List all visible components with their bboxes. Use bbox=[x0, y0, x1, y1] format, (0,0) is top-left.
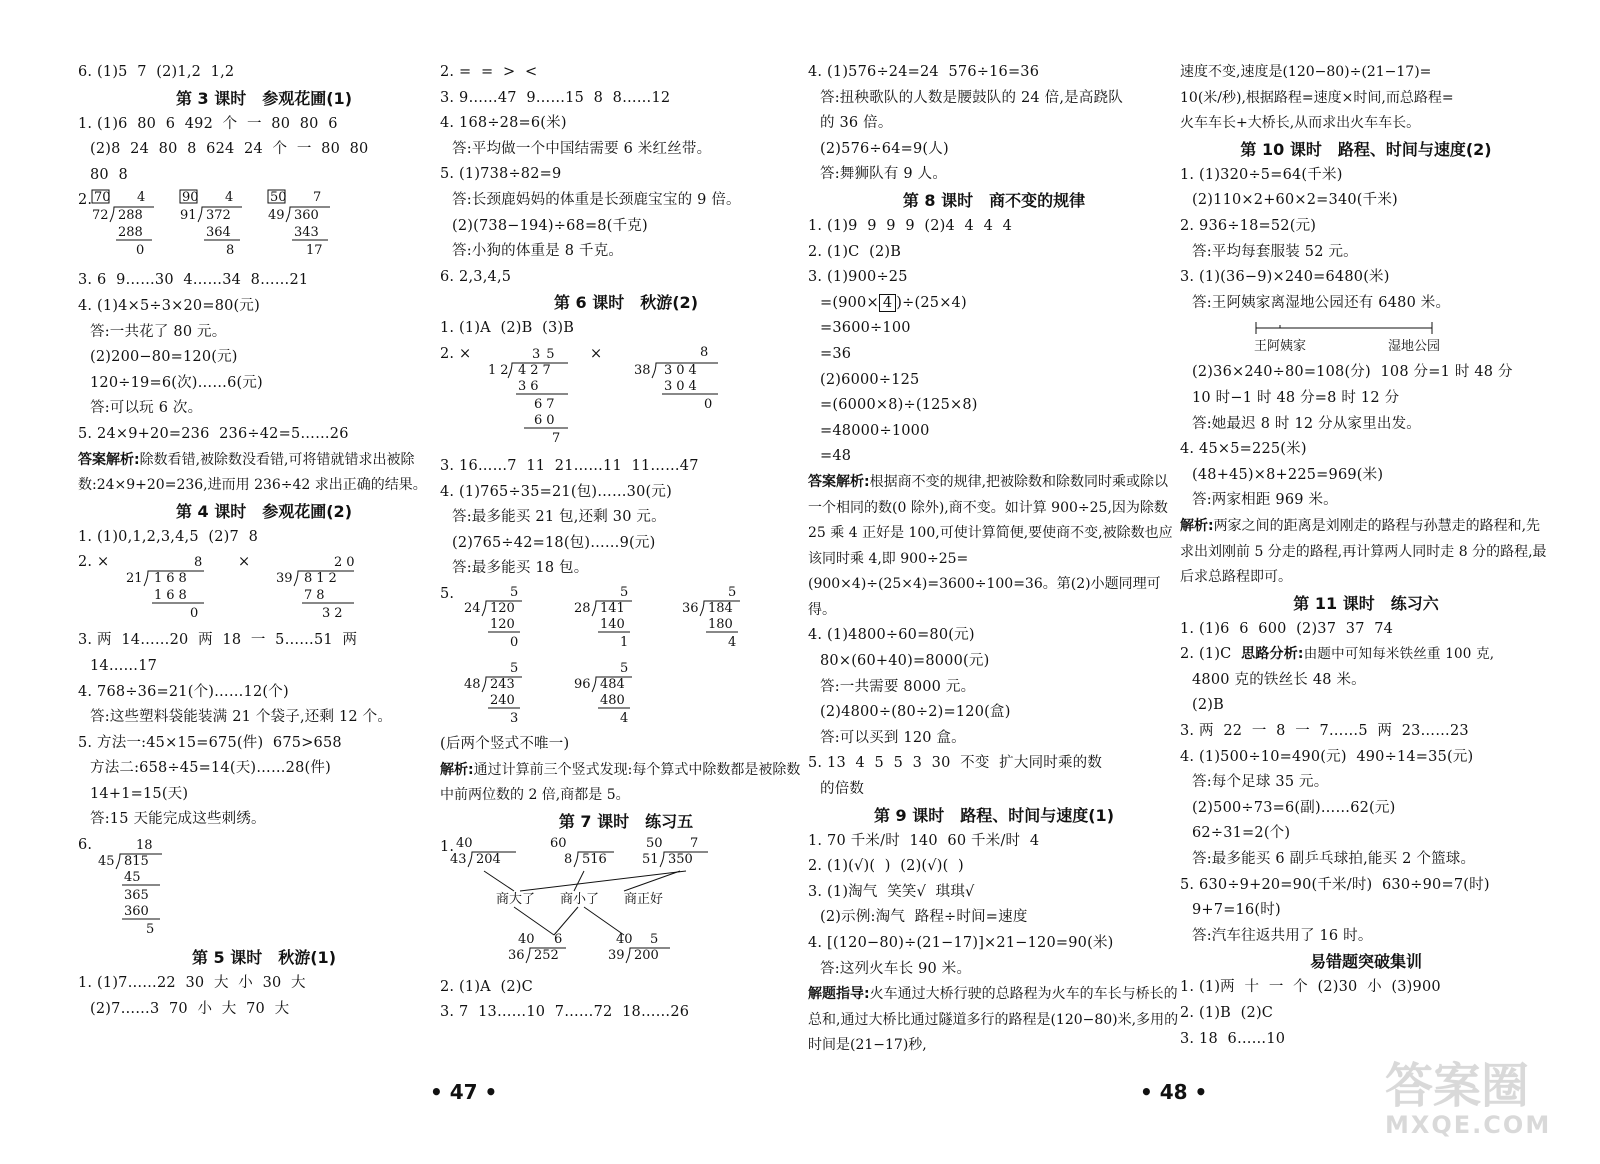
divisor: 39 bbox=[276, 571, 293, 587]
answer-line: =36 bbox=[820, 345, 852, 362]
answer-line: 1. (1)9 9 9 9 (2)4 4 4 4 bbox=[808, 217, 1013, 234]
answer-line: (2)8 24 80 8 624 24 个 一 80 80 bbox=[90, 141, 369, 158]
question-number: 2. bbox=[78, 192, 93, 209]
explanation-text: 通过计算前三个竖式发现:每个算式中除数都是被除数中前两位数的 2 倍,商都是 5。 bbox=[440, 761, 801, 804]
answer-line: 6. 2,3,4,5 bbox=[440, 268, 512, 285]
quotient: 40 bbox=[518, 931, 535, 947]
answer-line: 6. (1)5 7 (2)1,2 1,2 bbox=[78, 64, 235, 80]
product: 288 bbox=[118, 225, 143, 241]
answer-line: 3. 9……47 9……15 8 8……12 bbox=[440, 89, 671, 106]
explanation-label: 答案解析: bbox=[808, 473, 870, 490]
answer-line: 答:平均做一个中国结需要 6 米红丝带。 bbox=[452, 140, 712, 157]
section-heading: 第 10 课时 路程、时间与速度(2) bbox=[1240, 139, 1492, 159]
quotient: 70 bbox=[94, 190, 111, 206]
answer-line: 4. [(120−80)÷(21−17)]×21−120=90(米) bbox=[808, 935, 1114, 951]
explanation-label: 解析: bbox=[440, 761, 474, 778]
quotient: 50 bbox=[270, 190, 287, 206]
answer-explanation bbox=[808, 470, 1180, 624]
answer-line: (2)示例:淘气 路程÷时间=速度 bbox=[820, 909, 1028, 926]
answer-line: 4. (1)4800÷60=80(元) bbox=[808, 627, 975, 644]
answer-line: (2)110×2+60×2=340(千米) bbox=[1192, 192, 1398, 209]
dividend: 243 bbox=[490, 676, 515, 692]
divisor: 48 bbox=[464, 676, 481, 692]
column-4 bbox=[1180, 60, 1552, 1052]
answer-line: 5. (1)738÷82=9 bbox=[440, 166, 562, 183]
answer-line: 62÷31=2(个) bbox=[1192, 825, 1291, 842]
divisor: 96 bbox=[574, 676, 591, 692]
divisor: 36 bbox=[682, 600, 699, 616]
quotient: 5 bbox=[510, 584, 519, 600]
product: 36 bbox=[518, 378, 543, 394]
product: 304 bbox=[664, 378, 701, 394]
answer-line: 1. (1)320÷5=64(千米) bbox=[1180, 166, 1343, 183]
route-line bbox=[1200, 316, 1500, 360]
section-heading: 第 11 课时 练习六 bbox=[1293, 593, 1439, 613]
dividend: 168 bbox=[154, 571, 191, 587]
dividend: 304 bbox=[664, 362, 701, 378]
answer-line: 10 时−1 时 48 分=8 时 12 分 bbox=[1192, 389, 1400, 406]
divisor: 28 bbox=[574, 600, 591, 616]
answer-line: 2. 936÷18=52(元) bbox=[1180, 217, 1317, 234]
remainder: 7 bbox=[313, 190, 322, 206]
answer-line: 4. 45×5=225(米) bbox=[1180, 441, 1307, 458]
quotient: 5 bbox=[620, 660, 629, 676]
question-number: 6. bbox=[78, 837, 93, 854]
answer-line: 答:15 天能完成这些刺绣。 bbox=[90, 811, 266, 828]
product: 343 bbox=[294, 225, 319, 241]
answer-line: (2)B bbox=[1192, 697, 1224, 714]
division-matching-diagram bbox=[450, 835, 744, 975]
answer-line: 1. (1)6 80 6 492 个 一 80 80 6 bbox=[78, 115, 338, 132]
answer-line: 答:这些塑料袋能装满 21 个袋子,还剩 12 个。 bbox=[90, 709, 393, 726]
answer-line: (48+45)×8+225=969(米) bbox=[1192, 466, 1384, 483]
quotient: 50 bbox=[646, 835, 663, 851]
remainder: 4 bbox=[620, 710, 629, 726]
product: 364 bbox=[206, 225, 231, 241]
explanation-text: 两家之间的距离是刘刚走的路程与孙慧走的路程和,先求出刘刚前 5 分走的路程,再计算两人同时走 8 分的路程,最后求总路程即可。 bbox=[1180, 517, 1547, 586]
answer-explanation bbox=[78, 448, 450, 499]
answer-line: 1. (1)6 6 600 (2)37 37 74 bbox=[1180, 620, 1394, 637]
boxed-answer: 4 bbox=[879, 294, 896, 312]
dividend: 516 bbox=[582, 851, 607, 867]
product: 60 bbox=[534, 412, 559, 428]
remainder: 4 bbox=[137, 190, 146, 206]
expression-part: =(900× bbox=[820, 294, 879, 311]
column-3 bbox=[808, 60, 1180, 1059]
divisor: 39 bbox=[608, 947, 625, 963]
answer-line: 答:汽车往返共用了 16 时。 bbox=[1192, 927, 1373, 944]
answer-line: (2)4800÷(80÷2)=120(盒) bbox=[820, 704, 1011, 721]
quotient: 8 bbox=[194, 555, 203, 571]
long-division-group bbox=[440, 835, 812, 975]
remainder: 32 bbox=[322, 606, 347, 622]
dividend: 372 bbox=[206, 208, 231, 224]
answer-line: (2)200−80=120(元) bbox=[90, 349, 238, 366]
divisor: 72 bbox=[92, 208, 109, 224]
answer-line: 2. (1)C (2)B bbox=[808, 243, 902, 260]
explanation-label: 解析: bbox=[1180, 517, 1214, 534]
hint-label: 思路分析: bbox=[1241, 646, 1304, 663]
product: 120 bbox=[490, 616, 515, 632]
dividend: 484 bbox=[600, 676, 625, 692]
answer-line: 答:最多能买 21 包,还剩 30 元。 bbox=[452, 509, 666, 526]
answer-line: 答:一共花了 80 元。 bbox=[90, 323, 227, 340]
divisor: 24 bbox=[464, 600, 481, 616]
dividend: 427 bbox=[518, 362, 555, 378]
long-division-group bbox=[78, 188, 450, 268]
remainder: 4 bbox=[225, 190, 234, 206]
answer-line: 3. 两 14……20 两 18 一 5……51 两 bbox=[78, 632, 358, 649]
remainder: 0 bbox=[190, 606, 199, 622]
answer-line: 3. 16……7 11 21……11 11……47 bbox=[440, 457, 699, 474]
long-division-group bbox=[78, 550, 450, 628]
dividend: 815 bbox=[124, 854, 149, 870]
answer-line: 14……17 bbox=[90, 657, 158, 674]
section-heading: 第 3 课时 参观花圃(1) bbox=[175, 88, 353, 108]
explanation-text: 火车车长+大桥长,从而求出火车车长。 bbox=[1180, 115, 1421, 132]
long-division-group bbox=[78, 833, 450, 945]
question-number: 2. × bbox=[440, 345, 472, 362]
answer-line: (2)(738−194)÷68=8(千克) bbox=[452, 217, 648, 234]
answer-line: 5. 24×9+20=236 236÷42=5……26 bbox=[78, 425, 349, 442]
remainder: 17 bbox=[306, 243, 323, 259]
quotient: 5 bbox=[510, 660, 519, 676]
quotient: 20 bbox=[334, 555, 359, 571]
answer-line: 1. (1)A (2)B (3)B bbox=[440, 320, 575, 337]
long-division-diagrams bbox=[462, 582, 802, 732]
product: 140 bbox=[600, 616, 625, 632]
answer-note: (后两个竖式不唯一) bbox=[440, 735, 570, 752]
divisor: 8 bbox=[564, 851, 573, 867]
dividend: 204 bbox=[476, 851, 501, 867]
watermark-logo bbox=[1385, 1060, 1585, 1150]
answer-line: 答:长颈鹿妈妈的体重是长颈鹿宝宝的 9 倍。 bbox=[452, 191, 741, 208]
divisor: 91 bbox=[180, 208, 197, 224]
answer-line: 答:她最迟 8 时 12 分从家里出发。 bbox=[1192, 415, 1421, 432]
remainder: 4 bbox=[728, 634, 737, 650]
dividend: 141 bbox=[600, 600, 625, 616]
home-label: 王阿姨家 bbox=[1254, 339, 1307, 355]
divisor: 51 bbox=[642, 851, 659, 867]
answer-line: 5. 630÷9+20=90(千米/时) 630÷90=7(时) bbox=[1180, 876, 1490, 893]
answer-explanation bbox=[1180, 514, 1552, 591]
answer-line: (2)6000÷125 bbox=[820, 371, 920, 388]
answer-line: 3. (1)(36−9)×240=6480(米) bbox=[1180, 269, 1390, 286]
answer-line: 的倍数 bbox=[820, 781, 865, 798]
remainder: 5 bbox=[650, 931, 659, 947]
watermark-url: MXQE.COM bbox=[1385, 1111, 1552, 1139]
answer-line: 1. (1)7……22 30 大 小 30 大 bbox=[78, 975, 306, 992]
answer-line: 80×(60+40)=8000(元) bbox=[820, 653, 990, 670]
answer-line: 答:这列火车长 90 米。 bbox=[820, 960, 972, 977]
remainder: 6 bbox=[554, 931, 563, 947]
remainder: 7 bbox=[552, 430, 561, 446]
remainder: 7 bbox=[690, 835, 699, 851]
divisor: 36 bbox=[508, 947, 525, 963]
answer-line: 4. 168÷28=6(米) bbox=[440, 115, 567, 132]
expression-part: )÷(25×4) bbox=[896, 294, 967, 311]
section-heading: 第 9 课时 路程、时间与速度(1) bbox=[873, 805, 1115, 825]
product: 168 bbox=[154, 588, 191, 604]
divisor: 43 bbox=[450, 851, 467, 867]
watermark-text: 答案圈 bbox=[1385, 1058, 1530, 1114]
answer-line: 4. (1)576÷24=24 576÷16=36 bbox=[808, 64, 1040, 80]
answer-line: (2)500÷73=6(副)……62(元) bbox=[1192, 799, 1396, 816]
long-division-diagrams bbox=[92, 188, 352, 268]
section-heading: 第 4 课时 参观花圃(2) bbox=[175, 501, 353, 521]
route-diagram bbox=[1180, 316, 1552, 360]
question-number: 1. bbox=[440, 838, 455, 855]
answer-line: 9+7=16(时) bbox=[1192, 902, 1281, 919]
answer-line: 4. (1)765÷35=21(包)……30(元) bbox=[440, 483, 672, 500]
partial: 365 bbox=[124, 888, 149, 904]
quotient: 90 bbox=[182, 190, 199, 206]
wrong-mark: × bbox=[590, 345, 603, 362]
explanation-label: 答案解析: bbox=[78, 451, 140, 468]
dividend: 252 bbox=[534, 947, 559, 963]
product: 480 bbox=[600, 692, 625, 708]
divisor: 38 bbox=[634, 362, 651, 378]
explanation-text: 速度不变,速度是(120−80)÷(21−17)= bbox=[1180, 64, 1432, 80]
explanation-text: 除数看错,被除数没看错,可将错就错求出被除数:24×9+20=236,进而用 236÷42 求出正确的结果。 bbox=[78, 451, 427, 494]
answer-line bbox=[808, 291, 1180, 317]
dividend: 350 bbox=[668, 851, 693, 867]
product: 240 bbox=[490, 692, 515, 708]
wrong-mark: × bbox=[238, 554, 251, 571]
answer-line: (2)765÷42=18(包)……9(元) bbox=[452, 534, 656, 551]
question-number: 5. bbox=[440, 585, 455, 602]
remainder: 5 bbox=[146, 922, 155, 938]
product: 78 bbox=[304, 588, 329, 604]
remainder: 0 bbox=[510, 634, 519, 650]
answer-line: 2. (1)A (2)C bbox=[440, 978, 533, 995]
answer-line: (2)36×240÷80=108(分) 108 分=1 时 48 分 bbox=[1192, 364, 1513, 381]
section-heading: 第 5 课时 秋游(1) bbox=[191, 948, 337, 968]
divisor: 12 bbox=[488, 362, 513, 378]
answer-explanation bbox=[808, 982, 1180, 1059]
dividend: 812 bbox=[304, 571, 341, 587]
answer-text: 2. (1)C bbox=[1180, 646, 1242, 663]
answer-line: 3. 6 9……30 4……34 8……21 bbox=[78, 272, 309, 289]
answer-line: =(6000×8)÷(125×8) bbox=[820, 397, 978, 414]
match-label: 商正好 bbox=[624, 891, 664, 907]
answer-line: 答:两家相距 969 米。 bbox=[1192, 492, 1338, 509]
explanation-text: 火车通过大桥行驶的总路程为火车的车长与桥长的总和,通过大桥比通过隧道多行的路程是(120−80)米,多用的时间是(21−17)秒, bbox=[808, 986, 1179, 1054]
quotient: 35 bbox=[532, 346, 561, 362]
answer-line: 的 36 倍。 bbox=[820, 115, 893, 132]
answer-line: 答:舞狮队有 9 人。 bbox=[820, 166, 948, 183]
remainder: 1 bbox=[620, 634, 629, 650]
long-division-group bbox=[440, 582, 812, 732]
section-heading: 第 7 课时 练习五 bbox=[558, 811, 694, 831]
page-number-left: • 47 • bbox=[430, 1080, 498, 1104]
section-heading: 第 8 课时 商不变的规律 bbox=[902, 190, 1086, 210]
answer-line: 4. (1)500÷10=490(元) 490÷14=35(元) bbox=[1180, 748, 1474, 765]
section-heading: 易错题突破集训 bbox=[1309, 952, 1422, 972]
quotient: 60 bbox=[550, 835, 567, 851]
explanation-label: 解题指导: bbox=[808, 986, 870, 1003]
answer-line: 4. 768÷36=21(个)……12(个) bbox=[78, 683, 289, 700]
answer-line: =48 bbox=[820, 448, 852, 465]
quotient: 40 bbox=[456, 835, 473, 851]
answer-explanation bbox=[440, 758, 812, 809]
match-label: 商大了 bbox=[496, 891, 536, 907]
product: 45 bbox=[124, 870, 141, 886]
answer-line: 1. (1)0,1,2,3,4,5 (2)7 8 bbox=[78, 528, 259, 545]
answer-line: 答:可以买到 120 盒。 bbox=[820, 729, 966, 746]
answer-line: 2. (1)B (2)C bbox=[1180, 1005, 1274, 1021]
long-division-diagrams bbox=[484, 342, 774, 454]
answer-line: 答:平均每套服装 52 元。 bbox=[1192, 243, 1358, 260]
answer-line: 2. = = > < bbox=[440, 64, 538, 80]
remainder: 8 bbox=[226, 243, 235, 259]
answer-line: 3. 两 22 一 8 一 7……5 两 23……23 bbox=[1180, 723, 1469, 740]
answer-line: 4. (1)4×5÷3×20=80(元) bbox=[78, 297, 260, 314]
answer-line: 5. 方法一:45×15=675(件) 675>658 bbox=[78, 734, 342, 751]
remainder: 3 bbox=[510, 710, 519, 726]
answer-line: 120÷19=6(次)……6(元) bbox=[90, 374, 263, 391]
column-2 bbox=[440, 60, 812, 1026]
divisor: 21 bbox=[126, 571, 143, 587]
quotient: 18 bbox=[136, 838, 153, 854]
dividend: 360 bbox=[294, 208, 319, 224]
answer-line: 3. 18 6……10 bbox=[1180, 1030, 1286, 1047]
answer-line: 答:王阿姨家离湿地公园还有 6480 米。 bbox=[1192, 294, 1451, 311]
long-division-diagram bbox=[96, 833, 216, 945]
dividend: 200 bbox=[634, 947, 659, 963]
answer-line: 答:每个足球 35 元。 bbox=[1192, 774, 1329, 791]
answer-line: 1. (1)两 十 一 个 (2)30 小 (3)900 bbox=[1180, 979, 1441, 996]
answer-line: =3600÷100 bbox=[820, 320, 911, 337]
answer-line: 答:可以玩 6 次。 bbox=[90, 400, 203, 417]
answer-line: (2)576÷64=9(人) bbox=[820, 140, 949, 157]
question-number: 2. × bbox=[78, 554, 110, 571]
answer-line: =48000÷1000 bbox=[820, 422, 930, 439]
answer-line: 80 8 bbox=[90, 166, 128, 183]
park-label: 湿地公园 bbox=[1388, 339, 1441, 355]
remainder: 0 bbox=[704, 396, 713, 412]
product: 360 bbox=[124, 904, 149, 920]
answer-line: (2)7……3 70 小 大 70 大 bbox=[90, 1000, 290, 1017]
answer-line: 3. 7 13……10 7……72 18……26 bbox=[440, 1004, 690, 1021]
product: 180 bbox=[708, 616, 733, 632]
match-label: 商小了 bbox=[560, 891, 600, 907]
answer-line: 答:小狗的体重是 8 千克。 bbox=[452, 243, 624, 260]
quotient: 5 bbox=[728, 584, 737, 600]
answer-line: 4800 克的铁丝长 48 米。 bbox=[1192, 671, 1366, 688]
quotient: 8 bbox=[700, 344, 709, 360]
answer-line: 3. (1)淘气 笑笑√ 琪琪√ bbox=[808, 883, 975, 900]
hint-text: 由题中可知每米铁丝重 100 克, bbox=[1303, 646, 1495, 663]
long-division-group bbox=[440, 342, 812, 454]
answer-line: 答:扭秧歌队的人数是腰鼓队的 24 倍,是高跷队 bbox=[820, 89, 1123, 106]
quotient: 5 bbox=[620, 584, 629, 600]
divisor: 45 bbox=[98, 854, 115, 870]
dividend: 184 bbox=[708, 600, 733, 616]
column-1 bbox=[78, 60, 450, 1022]
answer-line bbox=[1180, 642, 1552, 668]
answer-line: 2. (1)(√)( ) (2)(√)( ) bbox=[808, 858, 964, 875]
page-number-right: • 48 • bbox=[1140, 1080, 1208, 1104]
answer-line: 5. 13 4 5 5 3 30 不变 扩大同时乘的数 bbox=[808, 755, 1103, 772]
partial: 67 bbox=[534, 396, 559, 412]
remainder: 0 bbox=[136, 243, 145, 259]
answer-line: 答:一共需要 8000 元。 bbox=[820, 678, 976, 695]
answer-line: 答:最多能买 18 包。 bbox=[452, 560, 589, 577]
explanation-text: 10(米/秒),根据路程=速度×时间,而总路程= bbox=[1180, 89, 1454, 106]
answer-line: 1. 70 千米/时 140 60 千米/时 4 bbox=[808, 832, 1040, 849]
answer-line: 答:最多能买 6 副乒乓球拍,能买 2 个篮球。 bbox=[1192, 851, 1476, 868]
dividend: 120 bbox=[490, 600, 515, 616]
explanation-text: 根据商不变的规律,把被除数和除数同时乘或除以一个相同的数(0 除外),商不变。如计算 900÷25,因为除数 25 乘 4 正好是 100,可使计算简便,要使商不变,被除数也应该同时乘 4,即 900÷25=(900×4)÷(25×4)=3600÷100=36。第(2)小题同理可得。 bbox=[808, 473, 1173, 618]
explanation-continued bbox=[1180, 60, 1552, 137]
quotient: 40 bbox=[616, 931, 633, 947]
section-heading: 第 6 课时 秋游(2) bbox=[553, 293, 699, 313]
divisor: 49 bbox=[268, 208, 285, 224]
dividend: 288 bbox=[118, 208, 143, 224]
answer-line: 14+1=15(天) bbox=[90, 785, 189, 802]
answer-line: 方法二:658÷45=14(天)……28(件) bbox=[90, 760, 331, 777]
answer-line: 3. (1)900÷25 bbox=[808, 269, 908, 286]
long-division-diagrams bbox=[122, 550, 422, 628]
